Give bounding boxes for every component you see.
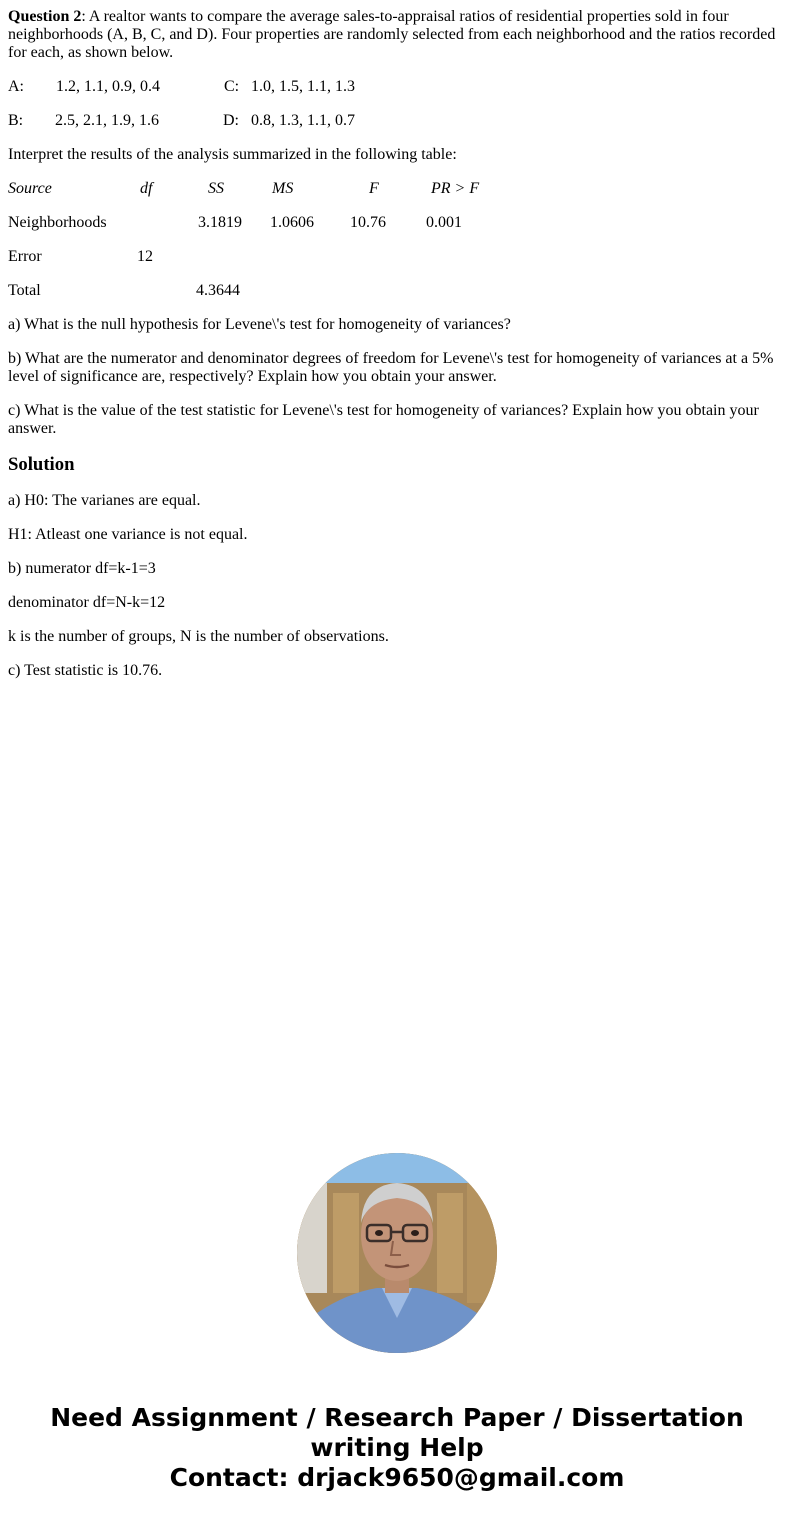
question-title: Question 2 — [8, 8, 82, 25]
group-values: 1.2, 1.1, 0.9, 0.4 — [56, 78, 160, 95]
table-cell: 10.76 — [350, 214, 386, 231]
question-part-a: a) What is the null hypothesis for Levene\'s test for homogeneity of variances? — [8, 316, 511, 333]
solution-line: denominator df=N-k=12 — [8, 594, 166, 611]
solution-line: a) H0: The varianes are equal. — [8, 492, 201, 509]
author-photo — [297, 1153, 497, 1353]
question-part-b: b) What are the numerator and denominator degrees of freedom for Levene\'s test for homogeneity of variances at a 5% level of significance are, respectively? Explain how you obtain your answer. — [8, 350, 774, 385]
solution-line: k is the number of groups, N is the number of observations. — [8, 628, 389, 645]
table-header-cell: F — [369, 180, 379, 197]
footer-line: Need Assignment / Research Paper / Dissertation — [50, 1403, 744, 1432]
table-header-cell: SS — [208, 180, 224, 197]
question-part-c: c) What is the value of the test statistic for Levene\'s test for homogeneity of variances? Explain how you obtain your answer. — [8, 402, 759, 437]
group-label: B: — [8, 112, 24, 129]
table-cell: Neighborhoods — [8, 214, 107, 231]
data-row — [8, 112, 786, 130]
table-header-cell: MS — [272, 180, 294, 197]
footer-contact-line: Contact: drjack9650@gmail.com — [169, 1463, 625, 1492]
table-cell: Total — [8, 282, 41, 299]
solution-heading: Solution — [8, 454, 75, 475]
table-cell: Error — [8, 248, 42, 265]
table-row — [8, 248, 786, 266]
footer-line: writing Help — [310, 1433, 484, 1462]
table-cell: 0.001 — [426, 214, 462, 231]
table-cell: 12 — [137, 248, 153, 265]
table-header-cell: Source — [8, 180, 52, 197]
group-label: A: — [8, 78, 24, 95]
table-cell: 1.0606 — [270, 214, 314, 231]
person-portrait-icon — [297, 1153, 497, 1353]
table-row — [8, 214, 786, 232]
table-cell: 3.1819 — [198, 214, 242, 231]
question-intro: : A realtor wants to compare the average sales-to-appraisal ratios of residential properties sold in four neighborhoods (A, B, C, and D). Four properties are randomly selected from each neighborhood and the ratios recorded for each, as shown below. — [8, 8, 776, 61]
question-paragraph — [8, 8, 786, 62]
group-label: D: — [223, 112, 239, 129]
footer-contact — [0, 1403, 794, 1493]
group-values: 2.5, 2.1, 1.9, 1.6 — [55, 112, 159, 129]
table-header-cell: PR > F — [431, 180, 480, 197]
solution-line: b) numerator df=k-1=3 — [8, 560, 156, 577]
solution-line: c) Test statistic is 10.76. — [8, 662, 163, 679]
data-row — [8, 78, 786, 96]
table-header-cell: df — [140, 180, 153, 197]
group-values: 1.0, 1.5, 1.1, 1.3 — [251, 78, 355, 95]
solution-line: H1: Atleast one variance is not equal. — [8, 526, 248, 543]
table-cell: 4.3644 — [196, 282, 240, 299]
group-values: 0.8, 1.3, 1.1, 0.7 — [251, 112, 355, 129]
group-label: C: — [224, 78, 240, 95]
table-header-row — [8, 180, 786, 198]
interpret-instruction: Interpret the results of the analysis summarized in the following table: — [8, 146, 457, 163]
table-row — [8, 282, 786, 300]
document-content — [8, 8, 786, 696]
